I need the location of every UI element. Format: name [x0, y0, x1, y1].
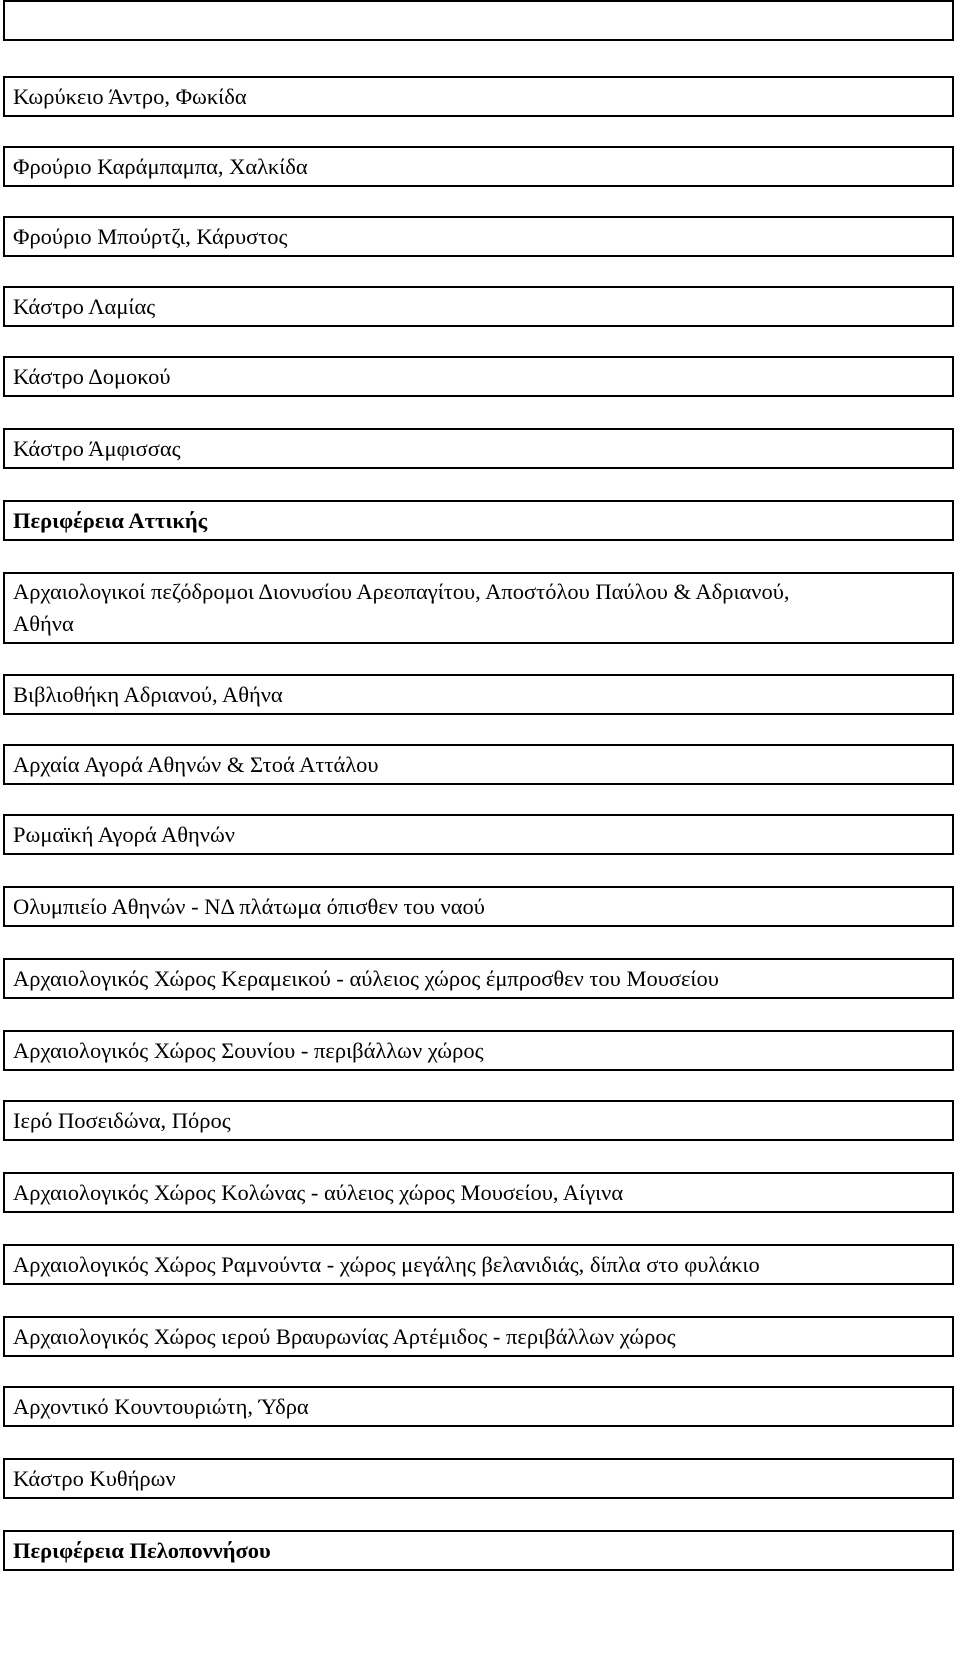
- row-label: Βιβλιοθήκη Αδριανού, Αθήνα: [13, 681, 283, 707]
- row-label: Κάστρο Άμφισσας: [13, 435, 181, 461]
- row-label: Κωρύκειο Άντρο, Φωκίδα: [13, 83, 247, 109]
- row-label: Αρχαιολογικός Χώρος Σουνίου - περιβάλλων χώρος: [13, 1037, 484, 1063]
- list-row: [3, 744, 954, 785]
- row-label: Ρωμαϊκή Αγορά Αθηνών: [13, 821, 235, 847]
- list-row: [3, 428, 954, 469]
- list-row: [3, 1172, 954, 1213]
- list-row: [3, 572, 954, 644]
- list-row: [3, 216, 954, 257]
- region-heading-attica: [3, 500, 954, 541]
- row-label: Ιερό Ποσειδώνα, Πόρος: [13, 1107, 231, 1133]
- row-label: Φρούριο Μπούρτζι, Κάρυστος: [13, 223, 288, 249]
- region-heading-label: Περιφέρεια Πελοποννήσου: [13, 1537, 271, 1563]
- row-label: Ολυμπιείο Αθηνών - ΝΔ πλάτωμα όπισθεν του ναού: [13, 893, 485, 919]
- region-heading-peloponnese: [3, 1530, 954, 1571]
- list-row: [3, 76, 954, 117]
- list-row: [3, 356, 954, 397]
- list-row: [3, 1458, 954, 1499]
- list-row: [3, 674, 954, 715]
- row-label: Κάστρο Δομοκού: [13, 363, 171, 389]
- row-label: Αρχαιολογικοί πεζόδρομοι Διονυσίου Αρεοπαγίτου, Αποστόλου Παύλου & Αδριανού, Αθήνα: [13, 579, 790, 636]
- region-heading-label: Περιφέρεια Αττικής: [13, 507, 208, 533]
- list-row: [3, 1316, 954, 1357]
- row-label: Κάστρο Κυθήρων: [13, 1465, 176, 1491]
- row-label: Κάστρο Λαμίας: [13, 293, 156, 319]
- row-label: Αρχοντικό Κουντουριώτη, Ύδρα: [13, 1393, 309, 1419]
- row-label: Αρχαιολογικός Χώρος ιερού Βραυρωνίας Αρτέμιδος - περιβάλλων χώρος: [13, 1323, 676, 1349]
- list-row: [3, 1030, 954, 1071]
- list-row: [3, 1100, 954, 1141]
- row-label: Αρχαιολογικός Χώρος Κολώνας - αύλειος χώρος Μουσείου, Αίγινα: [13, 1179, 624, 1205]
- list-row: [3, 958, 954, 999]
- list-row: [3, 1386, 954, 1427]
- list-row: [3, 1244, 954, 1285]
- row-label: Αρχαία Αγορά Αθηνών & Στοά Αττάλου: [13, 751, 379, 777]
- row-label: Φρούριο Καράμπαμπα, Χαλκίδα: [13, 153, 308, 179]
- list-row: [3, 814, 954, 855]
- list-row-empty: [3, 0, 954, 41]
- row-label: Αρχαιολογικός Χώρος Κεραμεικού - αύλειος χώρος έμπροσθεν του Μουσείου: [13, 965, 719, 991]
- row-label: Αρχαιολογικός Χώρος Ραμνούντα - χώρος μεγάλης βελανιδιάς, δίπλα στο φυλάκιο: [13, 1251, 760, 1277]
- list-row: [3, 286, 954, 327]
- list-row: [3, 146, 954, 187]
- list-row: [3, 886, 954, 927]
